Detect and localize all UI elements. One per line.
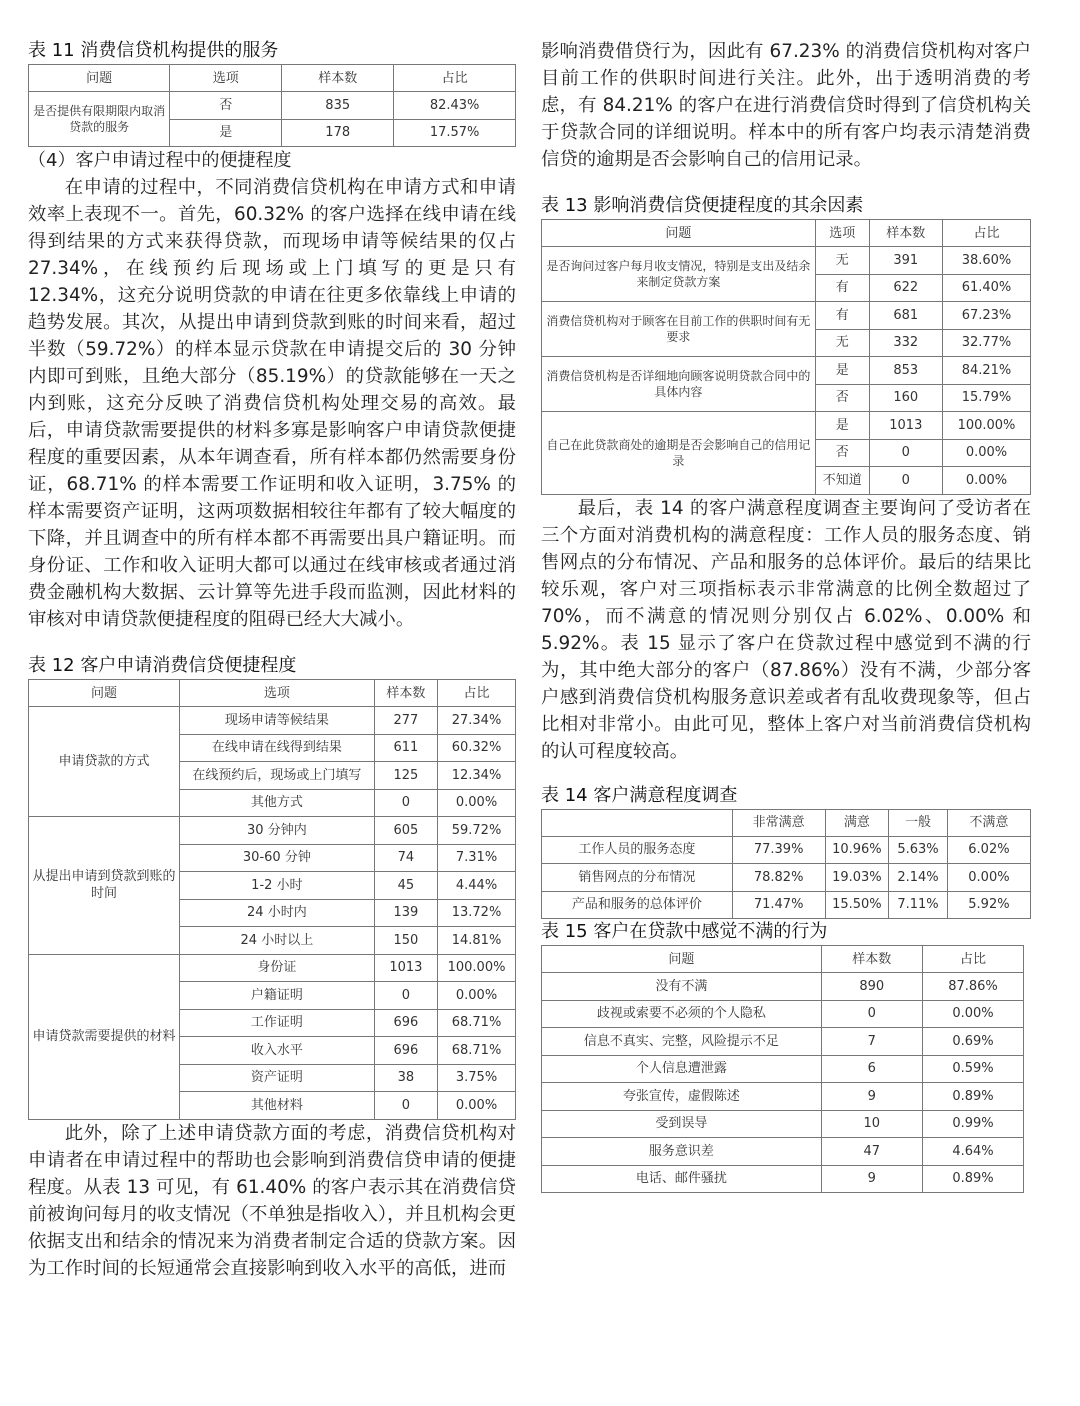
item-cell: 产品和服务的总体评价	[542, 891, 733, 919]
count-cell: 74	[374, 844, 437, 872]
question-cell: 消费信贷机构对于顾客在目前工作的供职时间有无要求	[542, 302, 816, 357]
count-cell: 0	[869, 439, 942, 467]
percent-cell: 61.40%	[942, 274, 1030, 302]
option-cell: 在线申请在线得到结果	[179, 734, 374, 762]
option-cell: 资产证明	[179, 1064, 374, 1092]
percent-cell: 5.63%	[889, 836, 948, 864]
question-cell: 是否提供有限期限内取消贷款的服务	[29, 92, 170, 147]
count-cell: 0	[821, 1000, 922, 1028]
percent-cell: 0.69%	[922, 1028, 1023, 1056]
count-cell: 150	[374, 927, 437, 955]
count-cell: 696	[374, 1037, 437, 1065]
percent-cell: 10.96%	[825, 836, 889, 864]
percent-cell: 0.89%	[922, 1083, 1023, 1111]
item-cell: 工作人员的服务态度	[542, 836, 733, 864]
table-header-row	[542, 809, 1031, 836]
count-cell: 332	[869, 329, 942, 357]
header-cell: 占比	[394, 65, 516, 92]
count-cell: 9	[821, 1165, 922, 1193]
count-cell: 47	[821, 1138, 922, 1166]
percent-cell: 100.00%	[942, 412, 1030, 440]
percent-cell: 0.00%	[438, 789, 516, 817]
count-cell: 125	[374, 762, 437, 790]
table-row	[29, 707, 516, 735]
option-cell: 否	[170, 92, 282, 120]
option-cell: 不知道	[815, 467, 869, 495]
table-row	[542, 1000, 1024, 1028]
percent-cell: 4.64%	[922, 1138, 1023, 1166]
item-cell: 销售网点的分布情况	[542, 864, 733, 892]
option-cell: 是	[170, 119, 282, 147]
table-header-row	[29, 65, 516, 92]
table-row	[542, 1028, 1024, 1056]
table-15-caption: 表 15 客户在贷款中感觉不满的行为	[541, 921, 828, 942]
option-cell: 无	[815, 329, 869, 357]
percent-cell: 0.00%	[438, 1092, 516, 1120]
option-cell: 其他方式	[179, 789, 374, 817]
table-11	[28, 64, 516, 147]
option-cell: 在线预约后，现场或上门填写	[179, 762, 374, 790]
table-13-caption: 表 13 影响消费信贷便捷程度的其余因素	[541, 195, 864, 216]
percent-cell: 0.00%	[922, 1000, 1023, 1028]
behavior-cell: 没有不满	[542, 973, 822, 1001]
question-cell: 申请贷款需要提供的材料	[29, 954, 180, 1119]
table-header-row	[542, 220, 1031, 247]
header-cell: 不满意	[947, 809, 1030, 836]
percent-cell: 100.00%	[438, 954, 516, 982]
right-column	[541, 38, 1031, 1193]
count-cell: 0	[374, 1092, 437, 1120]
count-cell: 178	[282, 119, 394, 147]
count-cell: 0	[869, 467, 942, 495]
behavior-cell: 歧视或索要不必须的个人隐私	[542, 1000, 822, 1028]
option-cell: 有	[815, 274, 869, 302]
table-header-row	[29, 680, 516, 707]
header-cell: 选项	[170, 65, 282, 92]
option-cell: 30-60 分钟	[179, 844, 374, 872]
count-cell: 139	[374, 899, 437, 927]
table-row	[542, 1165, 1024, 1193]
table-row	[542, 1083, 1024, 1111]
table-12	[28, 679, 516, 1120]
left-column	[28, 38, 516, 1282]
header-cell: 非常满意	[732, 809, 825, 836]
header-cell: 一般	[889, 809, 948, 836]
option-cell: 身份证	[179, 954, 374, 982]
table-row	[542, 1055, 1024, 1083]
option-cell: 工作证明	[179, 1009, 374, 1037]
count-cell: 0	[374, 982, 437, 1010]
table-row	[542, 357, 1031, 385]
percent-cell: 19.03%	[825, 864, 889, 892]
percent-cell: 0.00%	[438, 982, 516, 1010]
percent-cell: 7.31%	[438, 844, 516, 872]
percent-cell: 27.34%	[438, 707, 516, 735]
percent-cell: 13.72%	[438, 899, 516, 927]
section-4-heading: （4）客户申请过程中的便捷程度	[28, 150, 292, 171]
count-cell: 1013	[869, 412, 942, 440]
paragraph-application-convenience: 在申请的过程中，不同消费信贷机构在申请方式和申请效率上表现不一。首先，60.32% 的客户选择在线申请在线得到结果的方式来获得贷款，而现场申请等候结果的仅占 27.34%，在线预约后现场或上门填写的更是只有 12.34%，这充分说明贷款的申请在往更多依靠线上申请的趋势发展。其次，从提出申请到贷款到账的时间来看，超过半数（59.72%）的样本显示贷款在申请提交后的 30 分钟内即可到账，且绝大部分（85.19%）的贷款能够在一天之内到账，这充分反映了消费信贷机构处理交易的高效。最后，申请贷款需要提供的材料多寡是影响客户申请贷款便捷程度的重要因素，从本年调查看，所有样本都仍然需要身份证，68.71% 的样本需要工作证明和收入证明，3.75% 的样本需要资产证明，这两项数据相较往年都有了较大幅度的下降，并且调查中的所有样本都不再需要出具户籍证明。而身份证、工作和收入证明大都可以通过在线审核或者通过消费金融机构大数据、云计算等先进手段而监测，因此材料的审核对申请贷款便捷程度的阻碍已经大大减小。	[28, 177, 516, 630]
option-cell: 30 分钟内	[179, 817, 374, 845]
table-row	[542, 891, 1031, 919]
percent-cell: 68.71%	[438, 1037, 516, 1065]
header-cell: 满意	[825, 809, 889, 836]
header-cell: 问题	[29, 680, 180, 707]
table-row	[542, 973, 1024, 1001]
percent-cell: 4.44%	[438, 872, 516, 900]
header-cell: 选项	[815, 220, 869, 247]
count-cell: 6	[821, 1055, 922, 1083]
option-cell: 否	[815, 439, 869, 467]
count-cell: 611	[374, 734, 437, 762]
option-cell: 现场申请等候结果	[179, 707, 374, 735]
table-13	[541, 219, 1031, 495]
percent-cell: 0.00%	[942, 439, 1030, 467]
count-cell: 10	[821, 1110, 922, 1138]
percent-cell: 67.23%	[942, 302, 1030, 330]
header-cell: 样本数	[821, 946, 922, 973]
header-cell: 样本数	[869, 220, 942, 247]
header-cell: 占比	[942, 220, 1030, 247]
behavior-cell: 夸张宣传，虚假陈述	[542, 1083, 822, 1111]
behavior-cell: 受到误导	[542, 1110, 822, 1138]
option-cell: 24 小时内	[179, 899, 374, 927]
question-cell: 消费信贷机构是否详细地向顾客说明贷款合同中的具体内容	[542, 357, 816, 412]
table-12-caption: 表 12 客户申请消费信贷便捷程度	[28, 655, 297, 676]
percent-cell: 15.79%	[942, 384, 1030, 412]
behavior-cell: 信息不真实、完整，风险提示不足	[542, 1028, 822, 1056]
percent-cell: 15.50%	[825, 891, 889, 919]
table-row	[29, 817, 516, 845]
count-cell: 681	[869, 302, 942, 330]
option-cell: 是	[815, 412, 869, 440]
table-14-caption: 表 14 客户满意程度调查	[541, 784, 738, 806]
count-cell: 605	[374, 817, 437, 845]
percent-cell: 68.71%	[438, 1009, 516, 1037]
question-cell: 申请贷款的方式	[29, 707, 180, 817]
paragraph-satisfaction: 最后，表 14 的客户满意程度调查主要询问了受访者在三个方面对消费机构的满意程度：工作人员的服务态度、销售网点的分布情况、产品和服务的总体评价。最后的结果比较乐观，客户对三项指标表示非常满意的比例全数超过了 70%，而不满意的情况则分别仅占 6.02%、0.00% 和 5.92%。表 15 显示了客户在贷款过程中感觉到不满的行为，其中绝大部分的客户（87.86%）没有不满，少部分客户感到消费信贷机构服务意识差或者有乱收费现象等，但占比相对非常小。由此可见，整体上客户对当前消费信贷机构的认可程度较高。	[541, 497, 1031, 762]
percent-cell: 77.39%	[732, 836, 825, 864]
header-cell: 样本数	[282, 65, 394, 92]
count-cell: 9	[821, 1083, 922, 1111]
count-cell: 277	[374, 707, 437, 735]
percent-cell: 0.00%	[947, 864, 1030, 892]
percent-cell: 0.99%	[922, 1110, 1023, 1138]
table-row	[542, 1110, 1024, 1138]
percent-cell: 3.75%	[438, 1064, 516, 1092]
count-cell: 0	[374, 789, 437, 817]
header-cell: 问题	[542, 220, 816, 247]
count-cell: 38	[374, 1064, 437, 1092]
header-cell: 问题	[29, 65, 170, 92]
percent-cell: 17.57%	[394, 119, 516, 147]
option-cell: 1-2 小时	[179, 872, 374, 900]
header-cell: 样本数	[374, 680, 437, 707]
header-cell: 占比	[438, 680, 516, 707]
table-header-row	[542, 946, 1024, 973]
table-14	[541, 809, 1031, 920]
table-11-caption: 表 11 消费信贷机构提供的服务	[28, 40, 279, 61]
count-cell: 622	[869, 274, 942, 302]
count-cell: 835	[282, 92, 394, 120]
percent-cell: 5.92%	[947, 891, 1030, 919]
percent-cell: 0.00%	[942, 467, 1030, 495]
question-cell: 自己在此贷款商处的逾期是否会影响自己的信用记录	[542, 412, 816, 495]
count-cell: 7	[821, 1028, 922, 1056]
percent-cell: 7.11%	[889, 891, 948, 919]
option-cell: 否	[815, 384, 869, 412]
percent-cell: 78.82%	[732, 864, 825, 892]
behavior-cell: 个人信息遭泄露	[542, 1055, 822, 1083]
option-cell: 户籍证明	[179, 982, 374, 1010]
question-cell: 是否询问过客户每月收支情况，特别是支出及结余来制定贷款方案	[542, 247, 816, 302]
question-cell: 从提出申请到贷款到账的时间	[29, 817, 180, 955]
option-cell: 收入水平	[179, 1037, 374, 1065]
table-15	[541, 945, 1024, 1193]
percent-cell: 0.59%	[922, 1055, 1023, 1083]
percent-cell: 32.77%	[942, 329, 1030, 357]
option-cell: 其他材料	[179, 1092, 374, 1120]
percent-cell: 82.43%	[394, 92, 516, 120]
percent-cell: 12.34%	[438, 762, 516, 790]
percent-cell: 60.32%	[438, 734, 516, 762]
header-cell	[542, 809, 733, 836]
percent-cell: 14.81%	[438, 927, 516, 955]
percent-cell: 6.02%	[947, 836, 1030, 864]
count-cell: 853	[869, 357, 942, 385]
count-cell: 45	[374, 872, 437, 900]
percent-cell: 59.72%	[438, 817, 516, 845]
percent-cell: 38.60%	[942, 247, 1030, 275]
count-cell: 696	[374, 1009, 437, 1037]
table-row	[542, 412, 1031, 440]
percent-cell: 87.86%	[922, 973, 1023, 1001]
count-cell: 1013	[374, 954, 437, 982]
table-row	[29, 954, 516, 982]
table-row	[542, 247, 1031, 275]
header-cell: 占比	[922, 946, 1023, 973]
option-cell: 无	[815, 247, 869, 275]
paragraph-continued	[541, 38, 1031, 173]
option-cell: 24 小时以上	[179, 927, 374, 955]
header-cell: 问题	[542, 946, 822, 973]
paragraph-continuation-text: 影响消费借贷行为，因此有 67.23% 的消费信贷机构对客户目前工作的供职时间进行关注。此外，出于透明消费的考虑，有 84.21% 的客户在进行消费信贷时得到了信贷机构关于贷款合同的详细说明。样本中的所有客户均表示清楚消费信贷的逾期是否会影响自己的信用记录。	[541, 41, 1031, 170]
count-cell: 391	[869, 247, 942, 275]
behavior-cell: 电话、邮件骚扰	[542, 1165, 822, 1193]
table-row	[29, 92, 516, 120]
option-cell: 有	[815, 302, 869, 330]
table-row	[542, 836, 1031, 864]
table-row	[542, 302, 1031, 330]
paragraph-institution-help: 此外，除了上述申请贷款方面的考虑，消费信贷机构对申请者在申请过程中的帮助也会影响到消费信贷申请的便捷程度。从表 13 可见，有 61.40% 的客户表示其在消费信贷前被询问每月的收支情况（不单独是指收入），并且机构会更依据支出和结余的情况来为消费者制定合适的贷款方案。因为工作时间的长短通常会直接影响到收入水平的高低，进而	[28, 1122, 516, 1279]
percent-cell: 71.47%	[732, 891, 825, 919]
percent-cell: 2.14%	[889, 864, 948, 892]
count-cell: 890	[821, 973, 922, 1001]
count-cell: 160	[869, 384, 942, 412]
percent-cell: 0.89%	[922, 1165, 1023, 1193]
option-cell: 是	[815, 357, 869, 385]
behavior-cell: 服务意识差	[542, 1138, 822, 1166]
table-row	[542, 1138, 1024, 1166]
table-row	[542, 864, 1031, 892]
header-cell: 选项	[179, 680, 374, 707]
percent-cell: 84.21%	[942, 357, 1030, 385]
